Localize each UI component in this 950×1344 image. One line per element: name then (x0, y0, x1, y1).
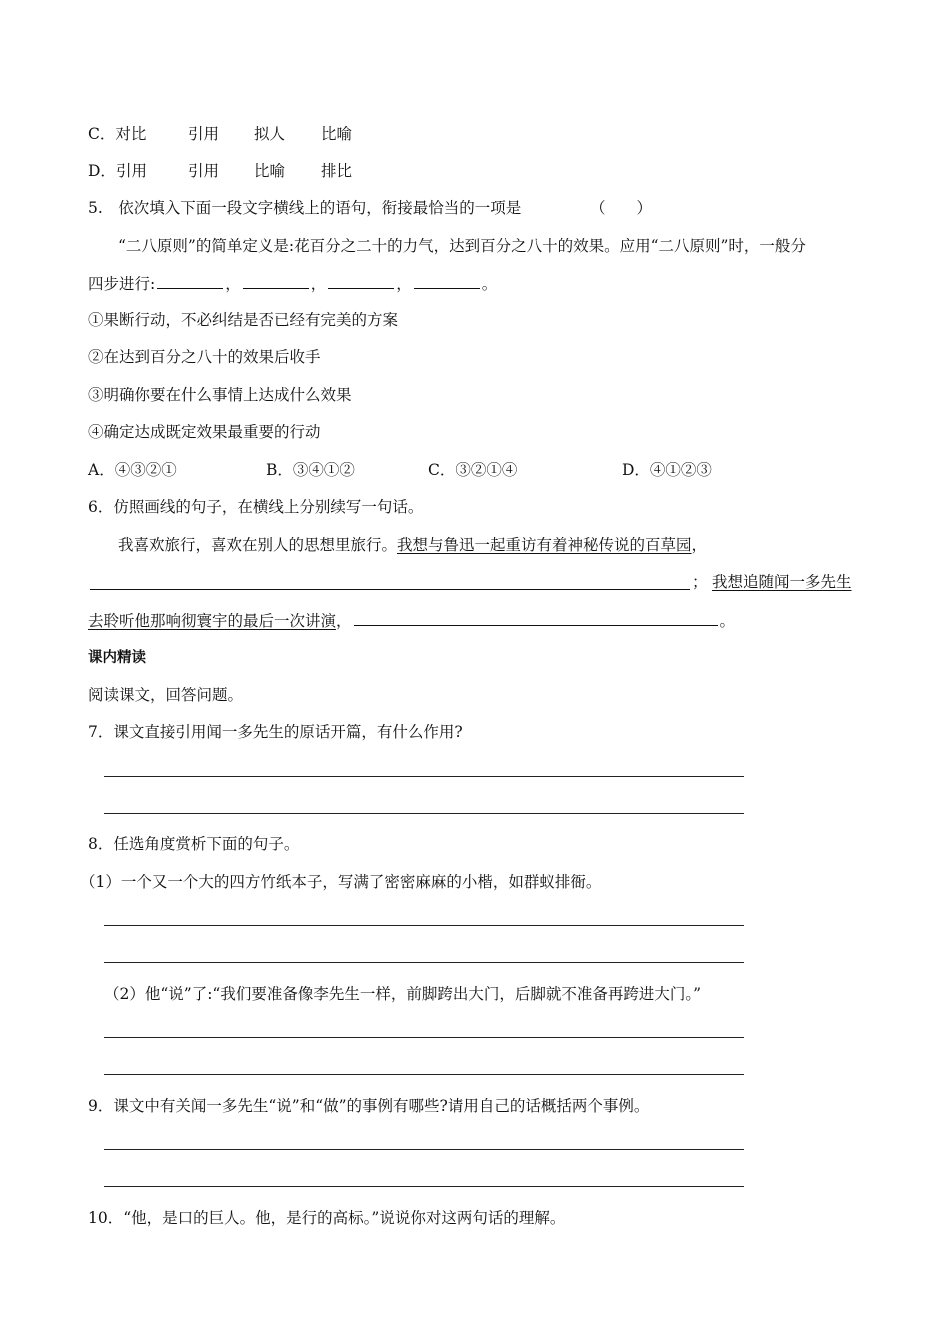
q5-blank-3[interactable] (328, 273, 394, 289)
q7-answer-line-1[interactable] (104, 776, 744, 777)
q6-semicolon: ； (692, 573, 708, 591)
q6-underlined-example-2: 我想追随闻一多先生 (712, 573, 852, 591)
option-d-row (88, 161, 147, 181)
q9-answer-line-1[interactable] (104, 1149, 744, 1150)
q5-answer-bracket[interactable]: （ ） (590, 199, 653, 217)
q5-blank-1[interactable] (157, 273, 223, 289)
option-c-row (88, 124, 146, 144)
comma: ， (691, 536, 708, 554)
q6-answer-line-2[interactable] (354, 610, 718, 626)
q6-underlined-example-3: 去聆听他那响彻寰宇的最后一次讲演 (88, 612, 337, 630)
q5-item-1: ①果断行动，不必纠结是否已经有完美的方案 (88, 311, 399, 329)
option-c-letter: C． (88, 125, 116, 143)
q5-choice-c[interactable]: C．③②①④ (428, 461, 518, 479)
q6-answer-line-1[interactable] (90, 574, 690, 590)
section-title: 课内精读 (88, 650, 146, 666)
option-c-item: 对比 (115, 125, 147, 143)
period: 。 (481, 275, 498, 293)
q8-2-answer-line-2[interactable] (104, 1074, 744, 1075)
q5-item-4: ④确定达成既定效果最重要的行动 (88, 423, 321, 441)
option-c-item: 引用 (188, 125, 220, 143)
option-d-item: 排比 (321, 162, 353, 180)
option-d-item: 引用 (115, 162, 147, 180)
comma: ， (310, 275, 327, 293)
instruction: 阅读课文，回答问题。 (88, 686, 244, 704)
q8-1-answer-line-2[interactable] (104, 962, 744, 963)
q8-2-answer-line-1[interactable] (104, 1037, 744, 1038)
q8-sentence-1: （1）一个又一个大的四方竹纸本子，写满了密密麻麻的小楷，如群蚁排衙。 (80, 873, 602, 891)
option-c-item: 比喻 (321, 125, 353, 143)
q5-blank-4[interactable] (414, 273, 480, 289)
q5-blank-2[interactable] (243, 273, 309, 289)
q8-1-answer-line-1[interactable] (104, 925, 744, 926)
q5-choice-d[interactable]: D．④①②③ (622, 461, 712, 479)
comma: ， (225, 275, 241, 293)
q6-line3 (88, 610, 735, 631)
q5-paragraph-line2 (88, 273, 497, 294)
q9-stem: 9．课文中有关闻一多先生“说”和“做”的事例有哪些?请用自己的话概括两个事例。 (88, 1097, 650, 1115)
q9-answer-line-2[interactable] (104, 1186, 744, 1187)
period: 。 (719, 612, 736, 630)
q6-underlined-example-1: 我想与鲁迅一起重访有着神秘传说的百草园 (397, 536, 692, 554)
q5-choice-a[interactable]: A．④③②① (88, 461, 177, 479)
comma: ， (396, 275, 412, 293)
q6-line1-text: 我喜欢旅行，喜欢在别人的思想里旅行。 (118, 536, 398, 554)
q7-stem: 7．课文直接引用闻一多先生的原话开篇，有什么作用? (88, 723, 463, 741)
q6-stem: 6．仿照画线的句子，在横线上分别续写一句话。 (88, 498, 424, 516)
q5-item-2: ②在达到百分之八十的效果后收手 (88, 348, 321, 366)
q5-para2-prefix: 四步进行: (88, 275, 156, 293)
q5-item-3: ③明确你要在什么事情上达成什么效果 (88, 386, 352, 404)
option-d-item: 比喻 (254, 162, 286, 180)
option-d-item: 引用 (188, 162, 220, 180)
q7-answer-line-2[interactable] (104, 813, 744, 814)
q5-stem: 5. 依次填入下面一段文字横线上的语句，衔接最恰当的一项是 (88, 199, 522, 217)
q10-stem: 10．“他，是口的巨人。他，是行的高标。”说说你对这两句话的理解。 (88, 1209, 566, 1227)
option-c-item: 拟人 (254, 125, 286, 143)
q8-sentence-2: （2）他“说”了:“我们要准备像李先生一样，前脚跨出大门，后脚就不准备再跨进大门。” (104, 985, 702, 1003)
q5-paragraph-line1: “二八原则”的简单定义是:花百分之二十的力气，达到百分之八十的效果。应用“二八原则”时，一般分 (118, 237, 806, 255)
q8-stem: 8．任选角度赏析下面的句子。 (88, 835, 300, 853)
comma: ， (336, 612, 352, 630)
option-d-letter: D． (88, 162, 116, 180)
q5-choice-b[interactable]: B．③④①② (266, 461, 355, 479)
q6-line1 (118, 535, 707, 555)
